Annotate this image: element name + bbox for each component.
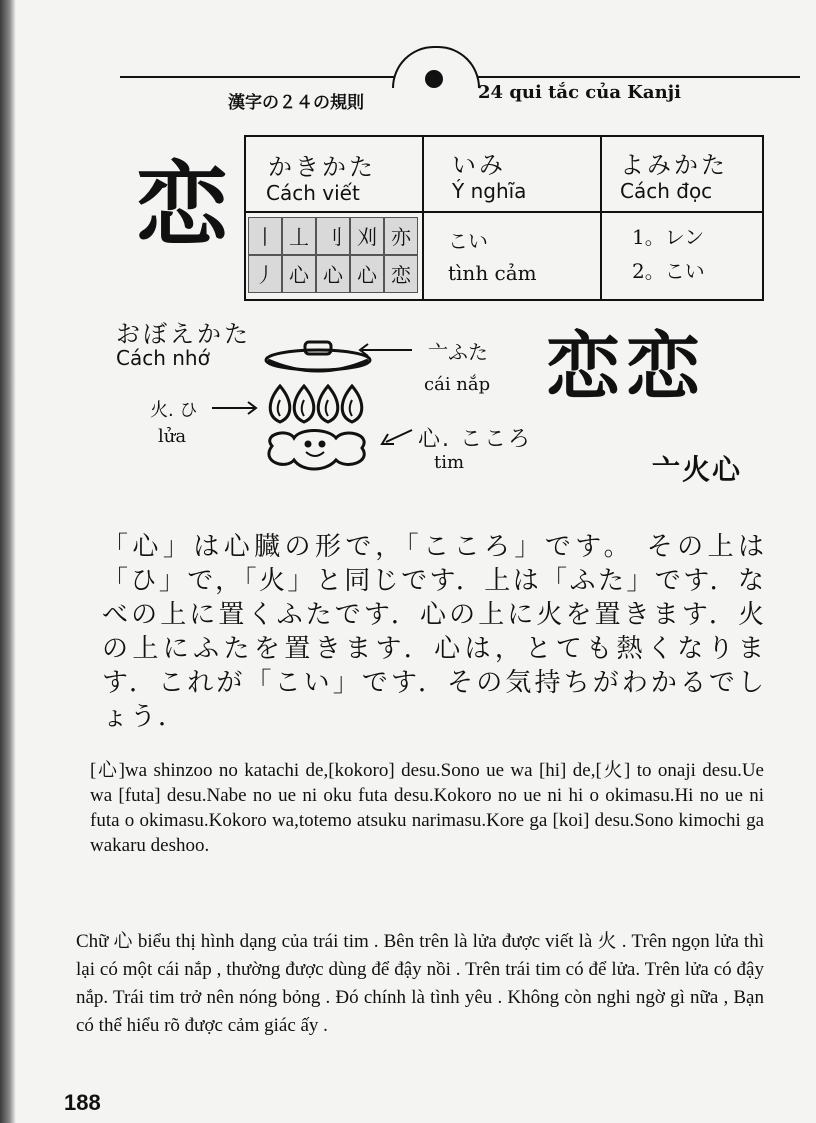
stroke-step: 丄 bbox=[282, 217, 316, 255]
stroke-step: 丿 bbox=[248, 255, 282, 293]
page-number: 188 bbox=[64, 1090, 101, 1115]
header-vn-title: 24 qui tắc của Kanji bbox=[478, 82, 682, 103]
table-divider bbox=[246, 211, 762, 213]
heart-face-icon bbox=[269, 431, 364, 470]
meaning-value-jp: こい bbox=[448, 229, 488, 253]
explanation-vn: Chữ 心 biểu thị hình dạng của trái tim . Bên trên là lửa được viết là 火 . Trên ngọn lửa thì lại có một cái nắp , thường được dùng để đậy nồi . Trên trái tim có để lửa. Trên lửa có đậy nắp. Trái tim trở nên nóng bỏng . Đó chính là tình yêu . Không còn nghi ngờ gì nữa , Bạn có thể hiểu rõ được cảm giác ấy . bbox=[76, 931, 764, 1036]
lid-label-jp: 亠ふた bbox=[428, 340, 488, 364]
writing-header-jp: かきかた bbox=[268, 153, 376, 181]
reading-header-vn: Cách đọc bbox=[620, 179, 713, 203]
stroke-step: 刂 bbox=[316, 217, 350, 255]
fire-label-jp: 火. ひ bbox=[150, 400, 198, 421]
lid-label-vn: cái nắp bbox=[424, 374, 491, 395]
fire-label-vn: lửa bbox=[158, 426, 187, 447]
heart-label-vn: tim bbox=[434, 452, 465, 473]
memory-title-vn: Cách nhớ bbox=[116, 346, 210, 370]
arrow-icon bbox=[360, 344, 412, 356]
stroke-step: 心 bbox=[316, 255, 350, 293]
explanation-jp: 「心」は心臓の形で，「こころ」です。 その上は「ひ」で，「火」と同じです．上は「ふた」です．なべの上に置くふたです．心の上に火を置きます．火の上にふたを置きます．心は，とても熱くなります．これが「こい」です．その気持ちがわかるでしょう． bbox=[102, 532, 766, 732]
reading-value-1: 1。レン bbox=[632, 225, 705, 249]
kanji-evolution: 恋恋 bbox=[546, 324, 706, 410]
heart-label-jp: 心. こころ bbox=[418, 427, 532, 452]
header-jp-title: 漢字の２４の規則 bbox=[228, 93, 364, 113]
kanji-components: 亠火心 bbox=[652, 453, 743, 486]
reading-value-2: 2。こい bbox=[632, 259, 705, 283]
stroke-step: 刈 bbox=[350, 217, 384, 255]
arrow-icon bbox=[382, 430, 412, 444]
memory-title-jp: おぼえかた bbox=[116, 320, 251, 348]
main-kanji: 恋 bbox=[136, 152, 229, 259]
header-dot-icon bbox=[425, 70, 443, 88]
writing-header-vn: Cách viết bbox=[266, 181, 360, 205]
kanji-info-table bbox=[244, 135, 764, 301]
stroke-order-grid bbox=[248, 215, 420, 295]
book-binding-edge bbox=[0, 0, 16, 1123]
reading-header-jp: よみかた bbox=[620, 151, 728, 179]
meaning-value-vn: tình cảm bbox=[448, 261, 537, 285]
flame-icon bbox=[270, 386, 362, 422]
stroke-step: 亦 bbox=[384, 217, 418, 255]
stroke-step: 心 bbox=[350, 255, 384, 293]
table-divider bbox=[422, 137, 424, 299]
table-divider bbox=[600, 137, 602, 299]
stroke-step: 丨 bbox=[248, 217, 282, 255]
meaning-header-vn: Ý nghĩa bbox=[452, 179, 527, 203]
arrow-icon bbox=[212, 402, 256, 414]
stroke-step: 心 bbox=[282, 255, 316, 293]
meaning-header-jp: いみ bbox=[452, 151, 506, 179]
explanation-romaji: [心]wa shinzoo no katachi de,[kokoro] desu.Sono ue wa [hi] de,[火] to onaji desu.Ue wa [futa] desu.Nabe no ue ni oku futa desu.Kokoro no ue ni hi o okimasu.Hi no ue ni futa o okimasu.Kokoro wa,totemo atsuku narimasu.Kore ga [koi] desu.Sono kimochi ga wakaru deshoo. bbox=[90, 760, 764, 856]
pot-lid-icon bbox=[266, 342, 370, 371]
stroke-step: 恋 bbox=[384, 255, 418, 293]
